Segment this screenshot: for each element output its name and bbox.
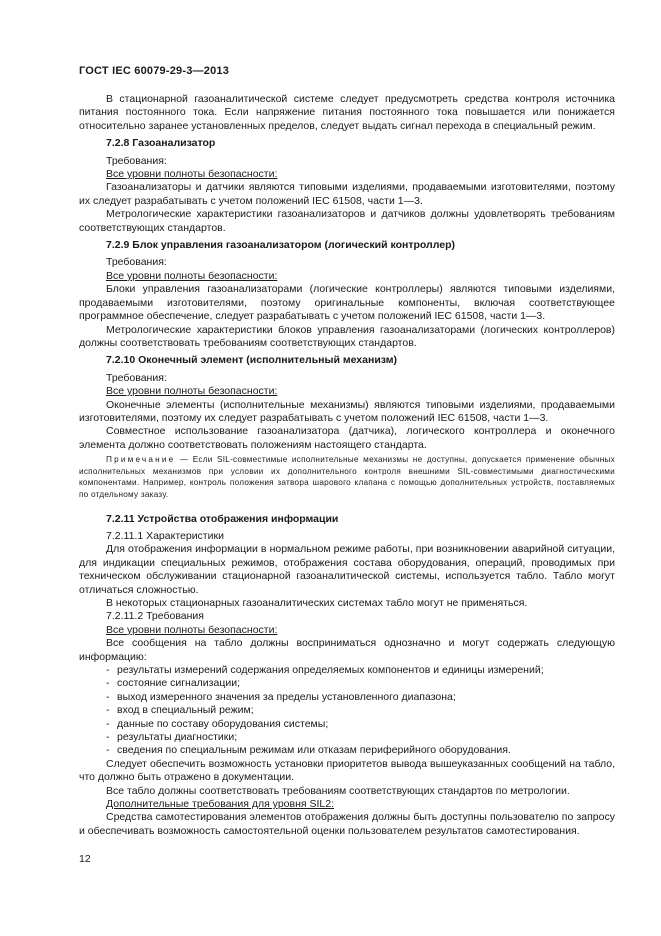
requirements-label: Требования: — [106, 154, 167, 167]
section-7-2-8-title: 7.2.8 Газоанализатор — [106, 137, 216, 150]
all-sil-label: Все уровни полноты безопасности: — [106, 168, 278, 181]
paragraph: В некоторых стационарных газоаналитических системах табло могут не применяться. — [106, 596, 528, 609]
page-number: 12 — [79, 853, 91, 865]
paragraph: Средства самотестирования элементов отображения должны быть доступны пользователю по запросу и обеспечивать возможность самостоятельной оценки пользователем результатов самотестирования. — [79, 811, 615, 837]
paragraph: Метрологические характеристики газоанализаторов и датчиков должны удовлетворять требованиям соответствующих стандартов. — [79, 208, 615, 234]
paragraph: Все табло должны соответствовать требованиям соответствующих стандартов по метрологии. — [106, 784, 570, 797]
paragraph: Совместное использование газоанализатора (датчика), логического контроллера и оконечного элемента должно соответствовать положениям настоящего стандарта. — [79, 425, 615, 451]
section-7-2-11-title: 7.2.11 Устройства отображения информации — [106, 512, 339, 525]
intro-paragraph: В стационарной газоаналитической системе следует предусмотреть средства контроля источника питания постоянного тока. Если напряжение питания постоянного тока повышается или понижается относительно заранее установленных пределов, следует выдать сигнал перехода в специальный режим. — [79, 93, 615, 132]
paragraph: Оконечные элементы (исполнительные механизмы) являются типовыми изделиями, продаваемыми изготовителями, поэтому их следует разрабатывать с учетом положений IEC 61508, части 1—3. — [79, 398, 615, 424]
note-paragraph — [79, 454, 615, 500]
paragraph: Метрологические характеристики блоков управления газоанализаторами (логических контроллеров) должны соответствовать требованиям соответствующих стандартов. — [79, 323, 615, 349]
note-label: Примечание — [106, 455, 176, 465]
all-sil-label: Все уровни полноты безопасности: — [106, 623, 278, 636]
section-7-2-9-title: 7.2.9 Блок управления газоанализатором (логический контроллер) — [106, 239, 455, 252]
list-item: - результаты измерений содержания определяемых компонентов и единицы измерений; — [106, 664, 544, 676]
paragraph: Следует обеспечить возможность установки приоритетов вывода вышеуказанных сообщений на табло, что должно быть отражено в документации. — [79, 757, 615, 784]
paragraph: Для отображения информации в нормальном режиме работы, при возникновении аварийной ситуации, для индикации специальных режимов, отображения состава оборудования, операций, проводимых при техническом обслуживании стационарной газоаналитической системы, используется табло. Табло могут отличаться сложностью. — [79, 543, 615, 596]
list-item: - результаты диагностики; — [106, 731, 238, 744]
list-item: - выход измеренного значения за пределы установленного диапазона; — [106, 690, 456, 703]
paragraph: Газоанализаторы и датчики являются типовыми изделиями, продаваемыми изготовителями, поэтому их следует разрабатывать с учетом положений IEC 61508, части 1—3. — [79, 181, 615, 207]
list-item: - вход в специальный режим; — [106, 704, 254, 717]
all-sil-label: Все уровни полноты безопасности: — [106, 385, 278, 398]
requirements-label: Требования: — [106, 256, 167, 269]
sil2-label: Дополнительные требования для уровня SIL2: — [106, 798, 334, 811]
info-list — [79, 664, 615, 758]
paragraph: Все сообщения на табло должны восприниматься однозначно и могут содержать следующую информацию: — [79, 637, 615, 663]
page-body — [79, 93, 615, 838]
list-item: - данные по составу оборудования системы; — [106, 717, 329, 730]
document-header: ГОСТ IEC 60079-29-3—2013 — [79, 65, 230, 77]
section-7-2-10-title: 7.2.10 Оконечный элемент (исполнительный механизм) — [106, 354, 397, 367]
paragraph: Блоки управления газоанализаторами (логические контроллеры) являются типовыми изделиями, продаваемыми изготовителями, поэтому оригинальные компоненты, включая соответствующее программное обеспечение, следует разрабатывать с учетом положений IEC 61508, части 1—3. — [79, 283, 615, 323]
requirements-label: Требования: — [106, 371, 167, 384]
list-item: - состояние сигнализации; — [106, 677, 240, 690]
all-sil-label: Все уровни полноты безопасности: — [106, 269, 278, 282]
list-item: - сведения по специальным режимам или отказам периферийного оборудования. — [106, 744, 511, 757]
subsection-7-2-11-1-title: 7.2.11.1 Характеристики — [106, 529, 224, 542]
subsection-7-2-11-2-title: 7.2.11.2 Требования — [106, 610, 204, 623]
note-text: — Если SIL-совместимые исполнительные механизмы не доступны, допускается применение обычных исполнительных механизмов при условии их дополнительного контроля внешними SIL-совместимыми диагностическими компонентами. Например, контроль положения затвора шарового клапана с помощью дополнительных устройств, поставляемых по отдельному заказу. — [79, 455, 615, 499]
